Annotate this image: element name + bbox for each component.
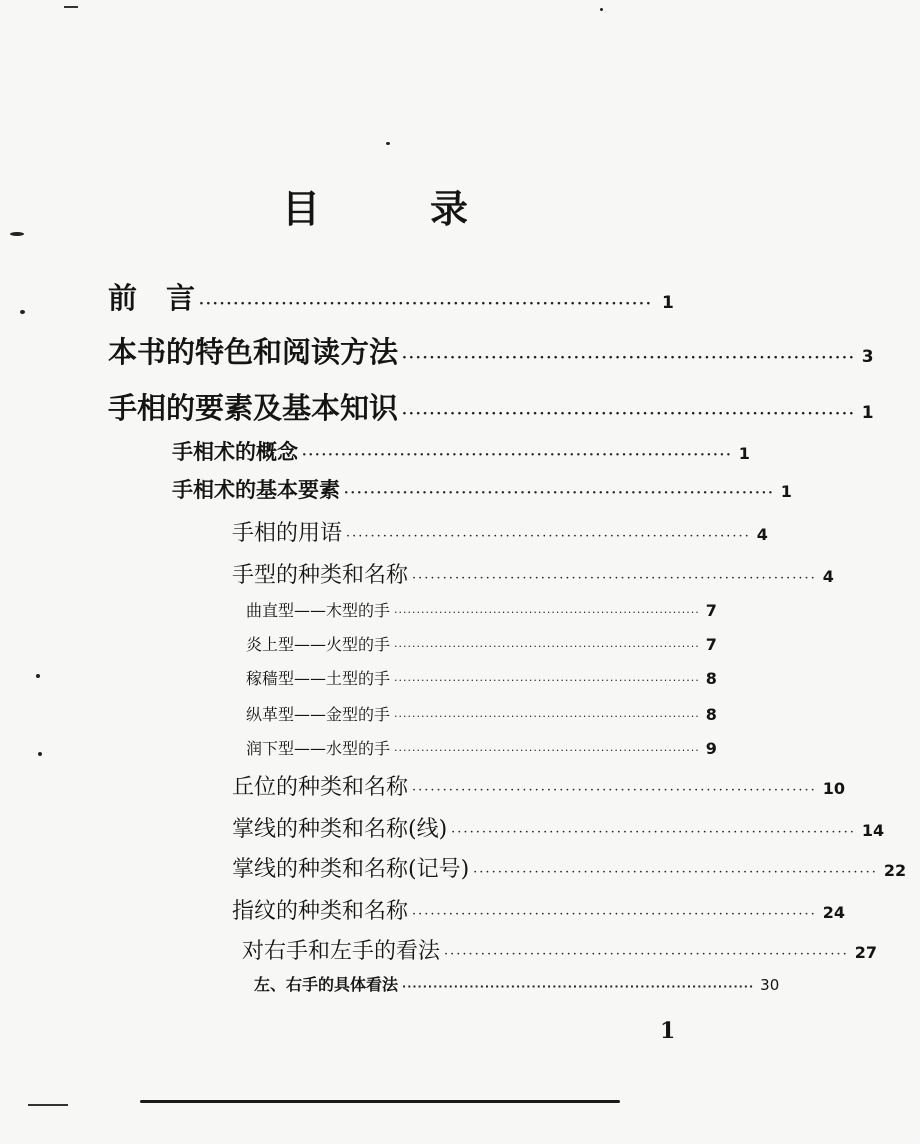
toc-entry[interactable] <box>246 632 717 655</box>
toc-entry-page: 8 <box>705 705 717 724</box>
scan-speck <box>600 8 603 11</box>
toc-entry-page: 7 <box>705 601 717 620</box>
toc-entry-page: 1 <box>738 444 750 463</box>
dot-leader: ·································································· <box>402 350 856 366</box>
toc-entry-page: 27 <box>854 943 878 962</box>
toc-entry-page: 7 <box>705 635 717 654</box>
toc-entry-label: 纵革型——金型的手 <box>246 705 391 724</box>
dot-leader: ·································································· <box>444 947 849 962</box>
toc-entry-page: 10 <box>822 779 846 798</box>
toc-entry-page: 30 <box>760 976 780 994</box>
toc-entry[interactable] <box>172 436 750 466</box>
toc-entry[interactable] <box>232 852 907 883</box>
toc-entry-label: 手相的要素及基本知识 <box>108 391 399 425</box>
toc-entry-label: 指纹的种类和名称 <box>232 899 409 924</box>
toc-entry-label: 稼穑型——土型的手 <box>246 669 391 688</box>
toc-entry-label: 曲直型——木型的手 <box>246 601 391 620</box>
toc-entry[interactable] <box>232 894 846 925</box>
toc-entry[interactable] <box>246 598 717 621</box>
toc-entry-page: 22 <box>883 861 907 880</box>
toc-entry[interactable] <box>254 972 780 995</box>
toc-entry-label: 手相术的基本要素 <box>172 477 340 502</box>
scan-mark-bottom-left <box>28 1104 68 1106</box>
bottom-rule <box>140 1100 620 1103</box>
dot-leader: ·································································· <box>412 907 817 922</box>
toc-entry-label: 前 言 <box>108 281 196 315</box>
page-title <box>0 178 750 233</box>
toc-entry[interactable] <box>242 934 878 965</box>
dot-leader: ·································································· <box>402 406 856 422</box>
dot-leader: ···································································· <box>394 710 700 723</box>
toc-entry[interactable] <box>108 386 874 427</box>
dot-leader: ·································································· <box>451 825 856 840</box>
toc-entry-page: 4 <box>822 567 834 586</box>
dot-leader: ···································································· <box>394 606 700 619</box>
dot-leader: ·································································· <box>473 865 878 880</box>
toc-entry-label: 掌线的种类和名称(记号) <box>232 857 470 882</box>
toc-entry-page: 1 <box>861 403 874 423</box>
scan-speck <box>20 310 25 314</box>
scan-speck <box>38 752 42 756</box>
toc-entry-label: 本书的特色和阅读方法 <box>108 335 399 369</box>
dot-leader: ···································································· <box>394 640 700 653</box>
dot-leader: ·································································· <box>199 296 653 312</box>
toc-entry-page: 1 <box>780 482 792 501</box>
toc-entry-page: 3 <box>861 347 874 367</box>
dot-leader: ·································································· <box>344 486 775 501</box>
scan-mark-top <box>64 6 78 8</box>
toc-entry-label: 手型的种类和名称 <box>232 563 409 588</box>
toc-entry[interactable] <box>232 812 885 843</box>
toc-entry[interactable] <box>246 736 717 759</box>
dot-leader: ·································································· <box>302 448 733 463</box>
toc-entry[interactable] <box>246 702 717 725</box>
page-number: 1 <box>660 1018 676 1044</box>
title-char-2: 录 <box>430 186 469 231</box>
dot-leader: ···································································· <box>394 674 700 687</box>
dot-leader: ·································································· <box>346 529 751 544</box>
scan-speck <box>36 674 40 678</box>
scan-speck <box>386 142 390 145</box>
toc-entry-page: 14 <box>861 821 885 840</box>
toc-entry-label: 掌线的种类和名称(线) <box>232 817 448 842</box>
title-char-1: 目 <box>281 186 320 231</box>
toc-entry[interactable] <box>232 516 768 547</box>
toc-entry-page: 9 <box>705 739 717 758</box>
toc-entry[interactable] <box>172 474 792 504</box>
toc-entry[interactable] <box>232 770 846 801</box>
toc-entry-page: 1 <box>662 293 674 313</box>
toc-entry-label: 丘位的种类和名称 <box>232 775 409 800</box>
dot-leader: ·································································· <box>412 783 817 798</box>
toc-entry-label: 左、右手的具体看法 <box>254 975 399 994</box>
toc-entry[interactable] <box>108 276 698 317</box>
toc-entry-label: 手相的用语 <box>232 521 343 546</box>
dot-leader: ···································································· <box>402 980 755 993</box>
toc-entry-label: 对右手和左手的看法 <box>242 939 441 964</box>
toc-entry[interactable] <box>232 558 834 589</box>
toc-entry[interactable] <box>246 666 717 689</box>
toc-entry-label: 润下型——水型的手 <box>246 739 391 758</box>
toc-entry-page: 8 <box>705 669 717 688</box>
toc-entry[interactable] <box>108 330 874 371</box>
toc-entry-label: 炎上型——火型的手 <box>246 635 391 654</box>
toc-entry-page: 4 <box>756 525 768 544</box>
toc-entry-label: 手相术的概念 <box>172 439 298 464</box>
dot-leader: ···································································· <box>394 744 700 757</box>
toc-entry-page: 24 <box>822 903 846 922</box>
dot-leader: ·································································· <box>412 571 817 586</box>
